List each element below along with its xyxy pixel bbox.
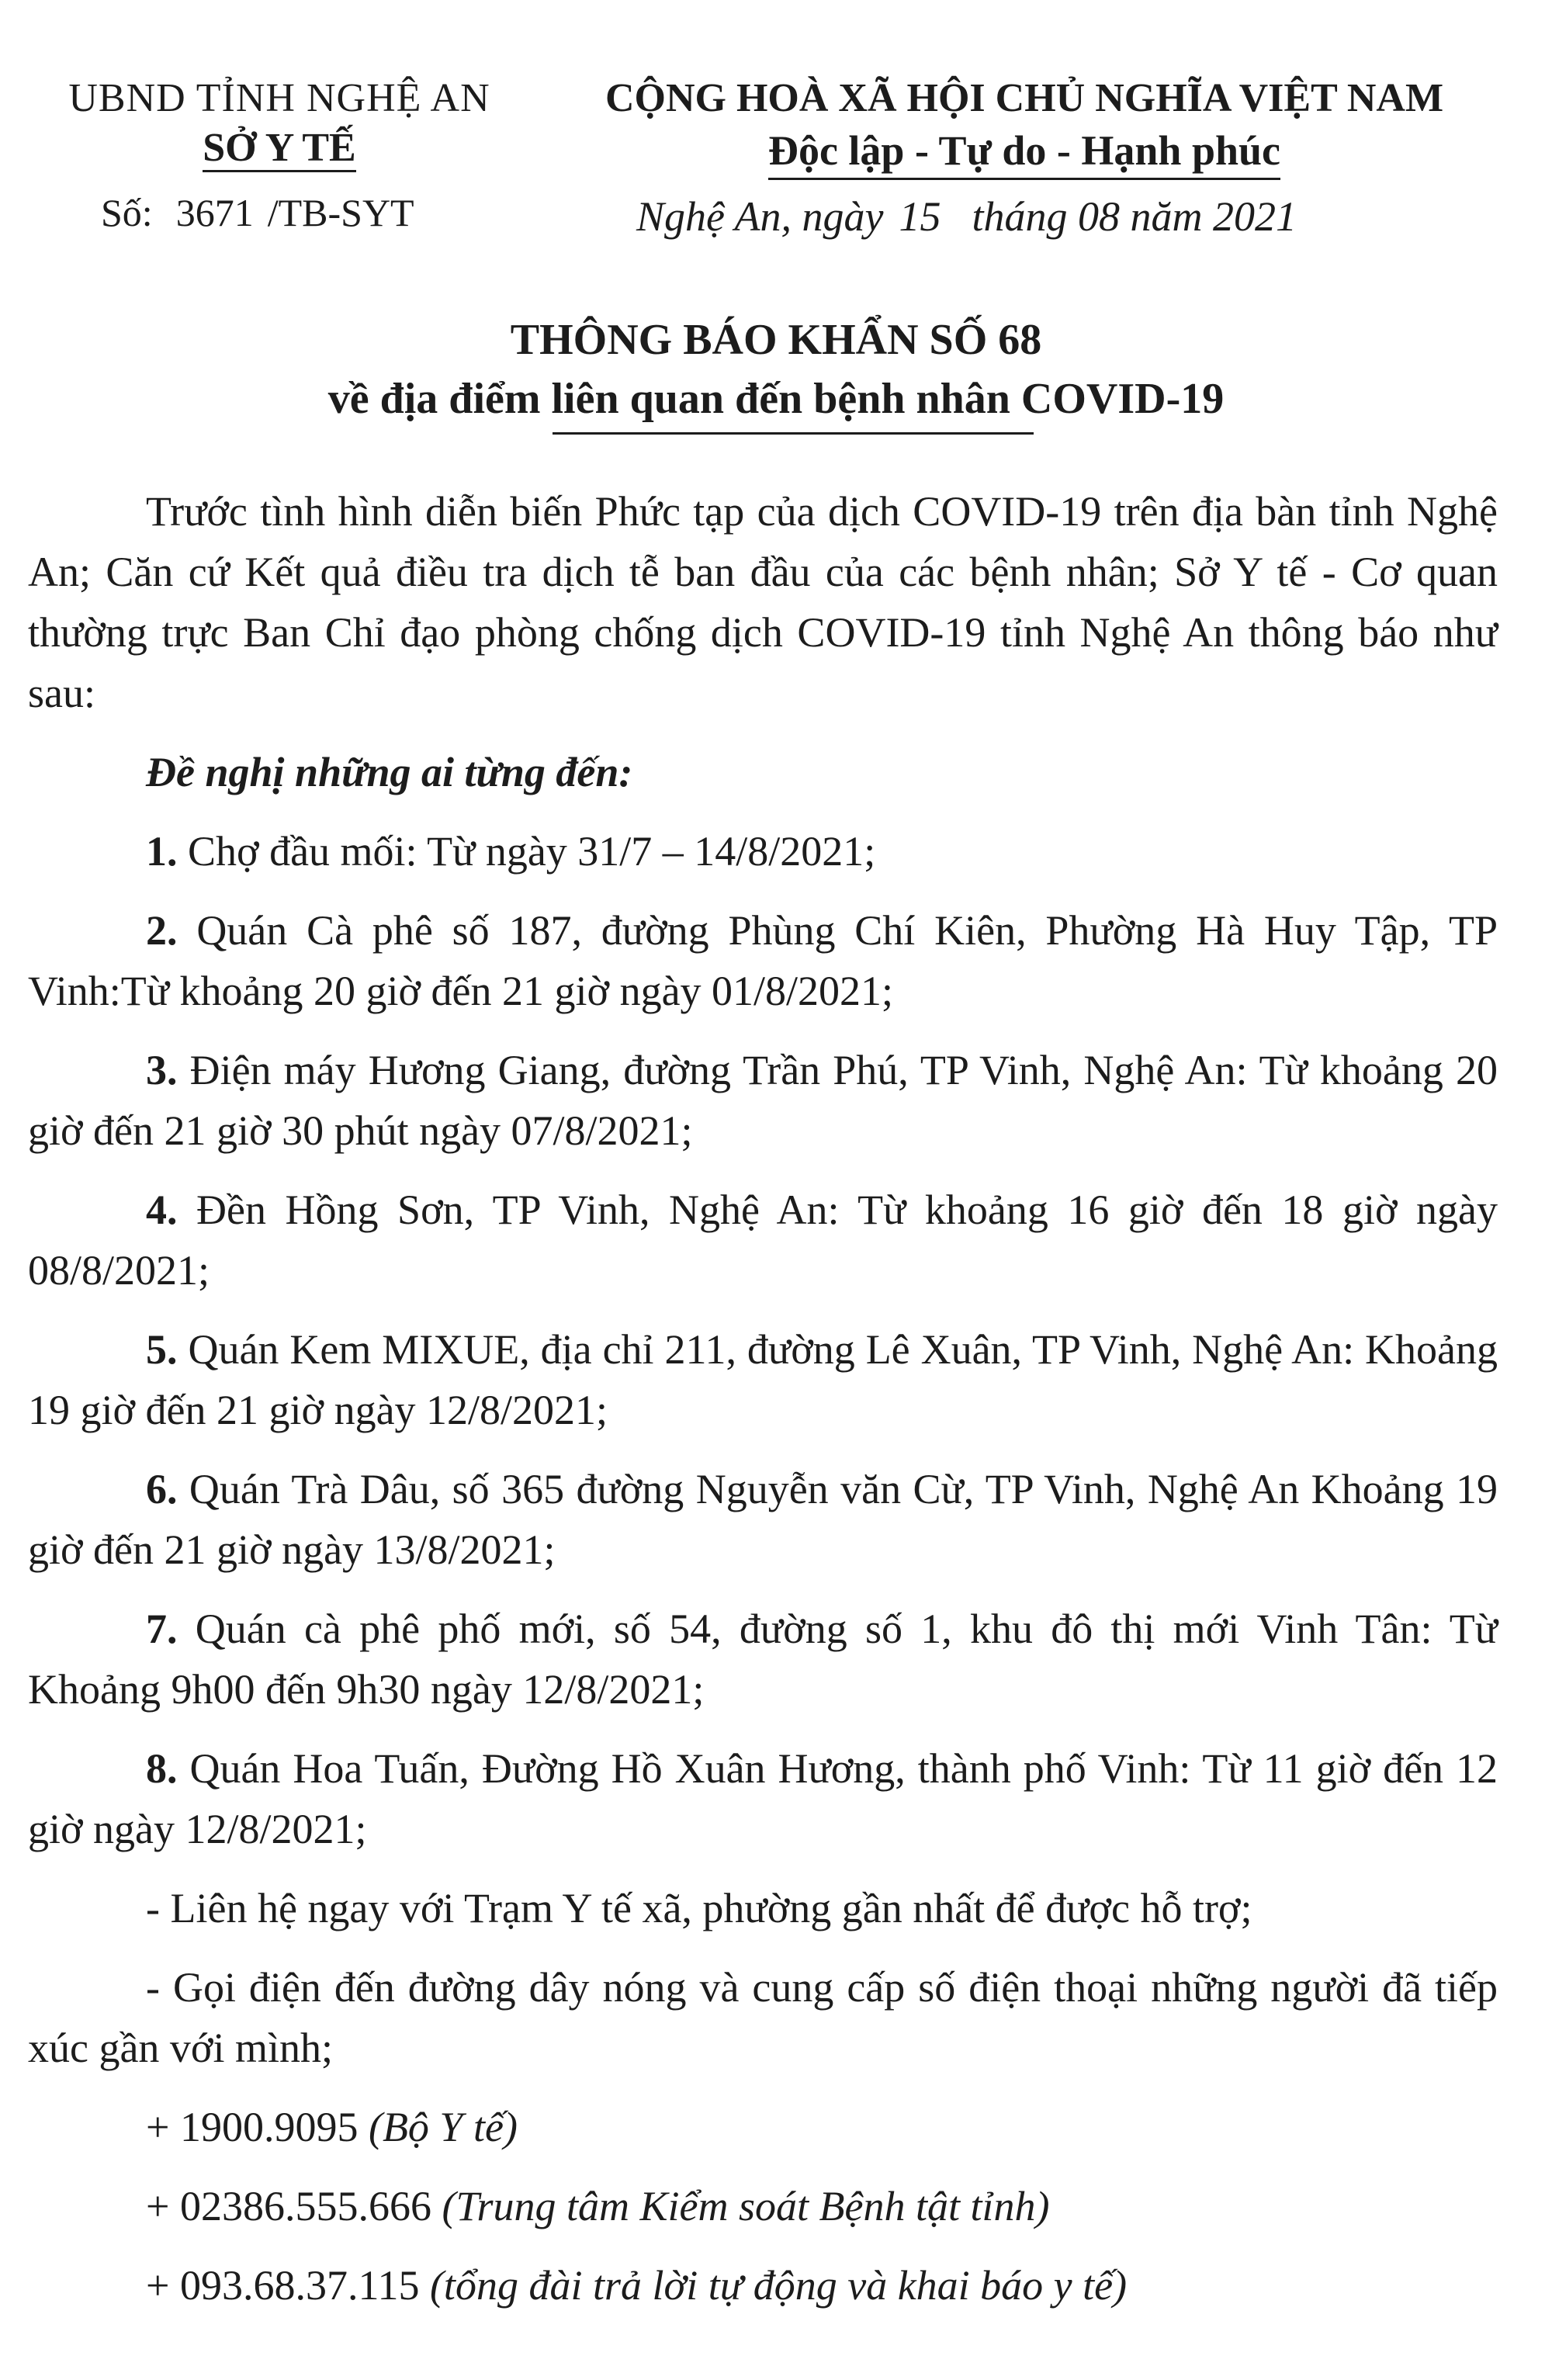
location-item — [28, 1319, 1498, 1440]
title-underline — [553, 432, 1034, 435]
lead-sentence: Đề nghị những ai từng đến: — [146, 749, 633, 795]
national-title: CỘNG HOÀ XÃ HỘI CHỦ NGHĨA VIỆT NAM — [605, 76, 1444, 120]
hotline-number: + 1900.9095 — [146, 2104, 359, 2150]
location-item — [28, 1040, 1498, 1161]
action-contact-health-station: - Liên hệ ngay với Trạm Y tế xã, phường gần nhất để được hỗ trợ; — [146, 1885, 1252, 1931]
national-motto: Độc lập - Tự do - Hạnh phúc — [768, 123, 1280, 180]
location-text: Quán Cà phê số 187, đường Phùng Chí Kiên, Phường Hà Huy Tập, TP Vinh:Từ khoảng 20 giờ đến 21 giờ ngày 01/8/2021; — [28, 907, 1498, 1014]
hotline-item — [28, 2176, 1498, 2236]
location-number: 6. — [146, 1466, 178, 1512]
location-number: 5. — [146, 1326, 178, 1373]
location-number: 7. — [146, 1606, 178, 1652]
action-call-hotline: - Gọi điện đến đường dây nóng và cung cấp số điện thoại những người đã tiếp xúc gần với mình; — [28, 1964, 1498, 2071]
title-line-2: về địa điểm liên quan đến bệnh nhân COVID-19 — [327, 375, 1225, 423]
location-number: 2. — [146, 907, 178, 954]
issuing-agency-block — [47, 74, 512, 173]
department-name: SỞ Y TẾ — [203, 126, 356, 172]
document-number-label: Số: — [101, 191, 153, 234]
location-text: Điện máy Hương Giang, đường Trần Phú, TP Vinh, Nghệ An: Từ khoảng 20 giờ đến 21 giờ 30 phút ngày 07/8/2021; — [28, 1047, 1498, 1154]
location-text: Đền Hồng Sơn, TP Vinh, Nghệ An: Từ khoảng 16 giờ đến 18 giờ ngày 08/8/2021; — [28, 1187, 1498, 1294]
location-item — [28, 1599, 1498, 1720]
location-text: Quán Hoa Tuấn, Đường Hồ Xuân Hương, thành phố Vinh: Từ 11 giờ đến 12 giờ ngày 12/8/2021; — [28, 1745, 1498, 1852]
hotline-note: (Trung tâm Kiểm soát Bệnh tật tỉnh) — [442, 2183, 1050, 2229]
intro-paragraph: Trước tình hình diễn biến Phức tạp của dịch COVID-19 trên địa bàn tỉnh Nghệ An; Căn cứ Kết quả điều tra dịch tễ ban đầu của các bệnh nhân; Sở Y tế - Cơ quan thường trực Ban Chỉ đạo phòng chống dịch COVID-19 tỉnh Nghệ An thông báo như sau: — [28, 488, 1498, 716]
document-number-value: 3671 — [175, 191, 254, 234]
location-item — [28, 1738, 1498, 1859]
location-text: Quán cà phê phố mới, số 54, đường số 1, khu đô thị mới Vinh Tân: Từ Khoảng 9h00 đến 9h30 ngày 12/8/2021; — [28, 1606, 1498, 1713]
issue-date-day: 15 — [899, 193, 941, 240]
document-number — [101, 190, 414, 235]
location-text: Quán Kem MIXUE, địa chỉ 211, đường Lê Xuân, TP Vinh, Nghệ An: Khoảng 19 giờ đến 21 giờ ngày 12/8/2021; — [28, 1326, 1498, 1433]
hotline-note: (Bộ Y tế) — [368, 2104, 518, 2150]
hotline-item — [28, 2255, 1498, 2316]
location-text: Quán Trà Dâu, số 365 đường Nguyễn văn Cừ, TP Vinh, Nghệ An Khoảng 19 giờ đến 21 giờ ngày 13/8/2021; — [28, 1466, 1498, 1573]
location-item — [28, 1180, 1498, 1301]
document-body — [28, 481, 1498, 2316]
location-number: 4. — [146, 1187, 178, 1233]
hotline-item — [28, 2097, 1498, 2157]
title-line-1: THÔNG BÁO KHẨN SỐ 68 — [510, 316, 1042, 364]
location-number: 3. — [146, 1047, 178, 1093]
hotline-note: (tổng đài trả lời tự động và khai báo y tế) — [429, 2262, 1128, 2309]
issue-date-place: Nghệ An, ngày — [636, 193, 884, 240]
location-item — [28, 821, 1498, 882]
location-item — [28, 900, 1498, 1021]
issue-date — [636, 192, 1297, 241]
location-number: 1. — [146, 828, 178, 875]
document-number-suffix: /TB-SYT — [267, 191, 414, 234]
hotline-number: + 093.68.37.115 — [146, 2262, 420, 2309]
agency-name: UBND TỈNH NGHỆ AN — [68, 76, 490, 120]
location-item — [28, 1459, 1498, 1580]
issue-date-rest: tháng 08 năm 2021 — [972, 193, 1297, 240]
location-text: Chợ đầu mối: Từ ngày 31/7 – 14/8/2021; — [188, 828, 876, 875]
hotline-number: + 02386.555.666 — [146, 2183, 431, 2229]
location-number: 8. — [146, 1745, 178, 1792]
document-title — [0, 310, 1552, 428]
national-header-block — [590, 74, 1459, 180]
